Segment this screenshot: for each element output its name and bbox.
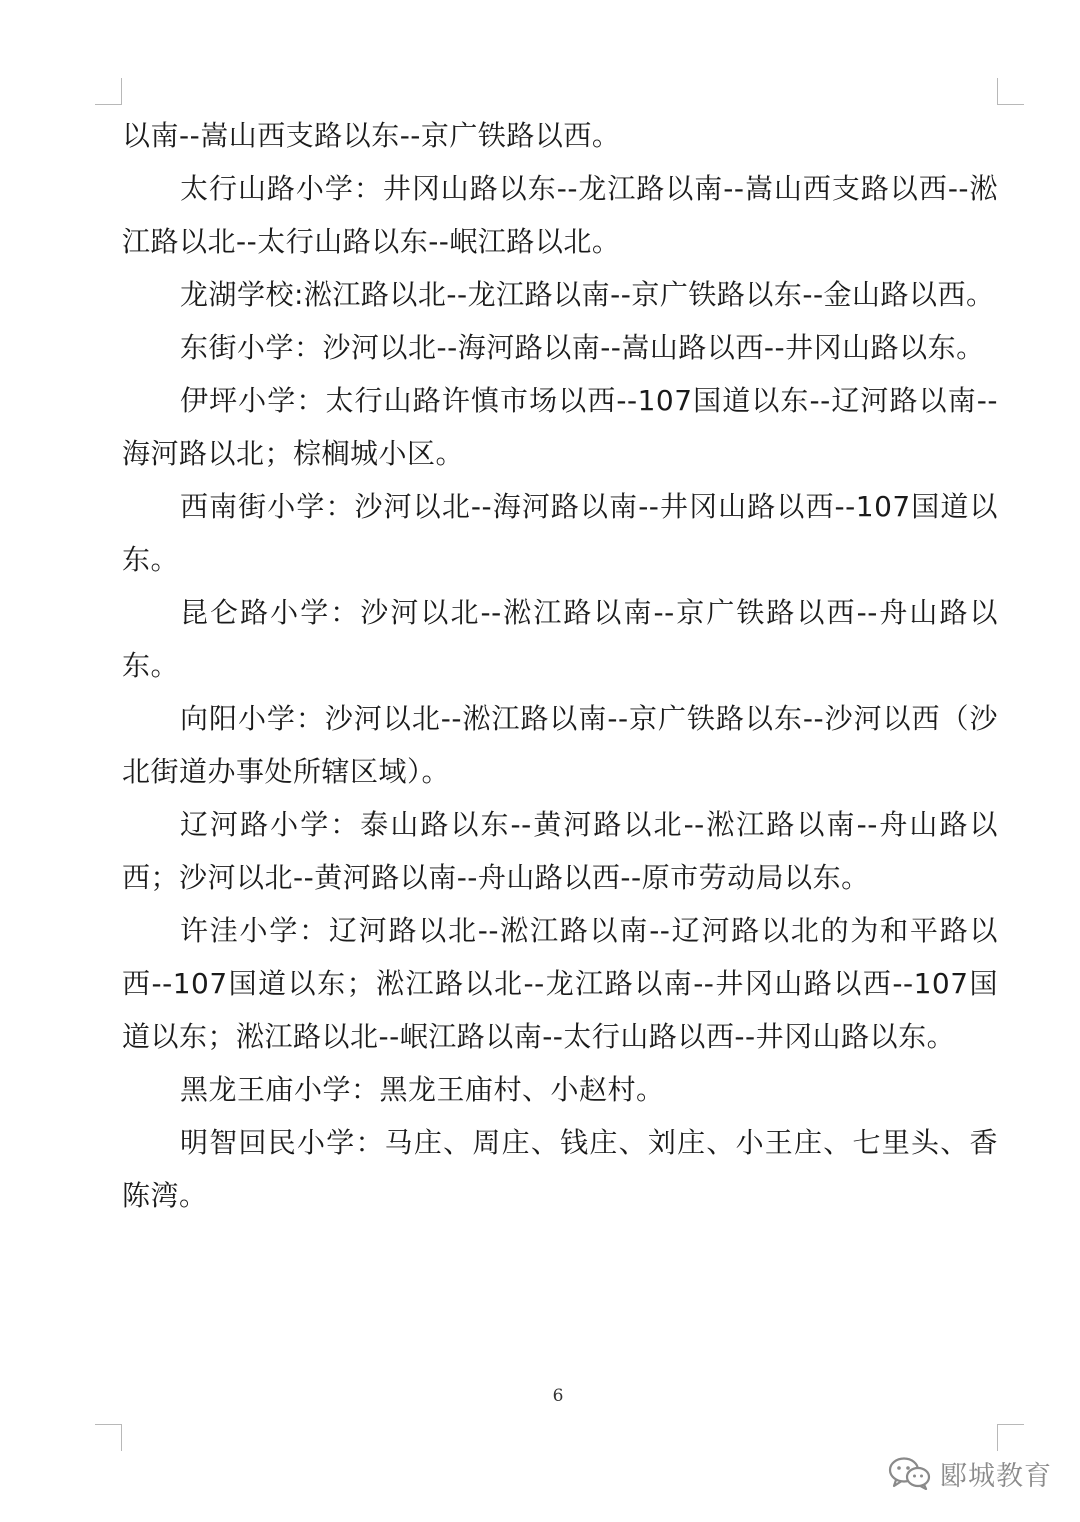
watermark-text: 郾城教育: [940, 1460, 1052, 1492]
paragraph: 西南街小学：沙河以北--海河路以南--井冈山路以西--107国道以东。: [122, 490, 998, 576]
document-body: [122, 109, 998, 1222]
paragraph: 伊坪小学：太行山路许慎市场以西--107国道以东--辽河路以南--海河路以北；棕榈城小区。: [122, 384, 998, 470]
paragraph: 向阳小学：沙河以北--淞江路以南--京广铁路以东--沙河以西（沙北街道办事处所辖区域）。: [122, 702, 998, 788]
paragraph: 辽河路小学：泰山路以东--黄河路以北--淞江路以南--舟山路以西；沙河以北--黄河路以南--舟山路以西--原市劳动局以东。: [122, 808, 998, 894]
paragraph: 东街小学：沙河以北--海河路以南--嵩山路以西--井冈山路以东。: [180, 331, 985, 364]
crop-mark-bottom-right: [997, 1424, 1024, 1451]
paragraph: 许洼小学：辽河路以北--淞江路以南--辽河路以北的为和平路以西--107国道以东；淞江路以北--龙江路以南--井冈山路以西--107国道以东；淞江路以北--岷江路以南--太行山路以西--井冈山路以东。: [122, 914, 998, 1053]
page-number: 6: [552, 1386, 564, 1406]
paragraph: 龙湖学校:淞江路以北--龙江路以南--京广铁路以东--金山路以西。: [180, 278, 995, 311]
paragraph: 以南--嵩山西支路以东--京广铁路以西。: [122, 119, 621, 152]
paragraph: 昆仑路小学：沙河以北--淞江路以南--京广铁路以西--舟山路以东。: [122, 596, 998, 682]
paragraph: 太行山路小学：井冈山路以东--龙江路以南--嵩山西支路以西--淞江路以北--太行山路以东--岷江路以北。: [122, 172, 998, 258]
paragraph: 明智回民小学：马庄、周庄、钱庄、刘庄、小王庄、七里头、香陈湾。: [122, 1126, 998, 1212]
crop-mark-top-left: [95, 78, 122, 105]
wechat-icon: [888, 1456, 932, 1490]
paragraph: 黑龙王庙小学：黑龙王庙村、小赵村。: [180, 1073, 665, 1106]
crop-mark-top-right: [997, 78, 1024, 105]
crop-mark-bottom-left: [95, 1424, 122, 1451]
watermark: [888, 1453, 1052, 1493]
